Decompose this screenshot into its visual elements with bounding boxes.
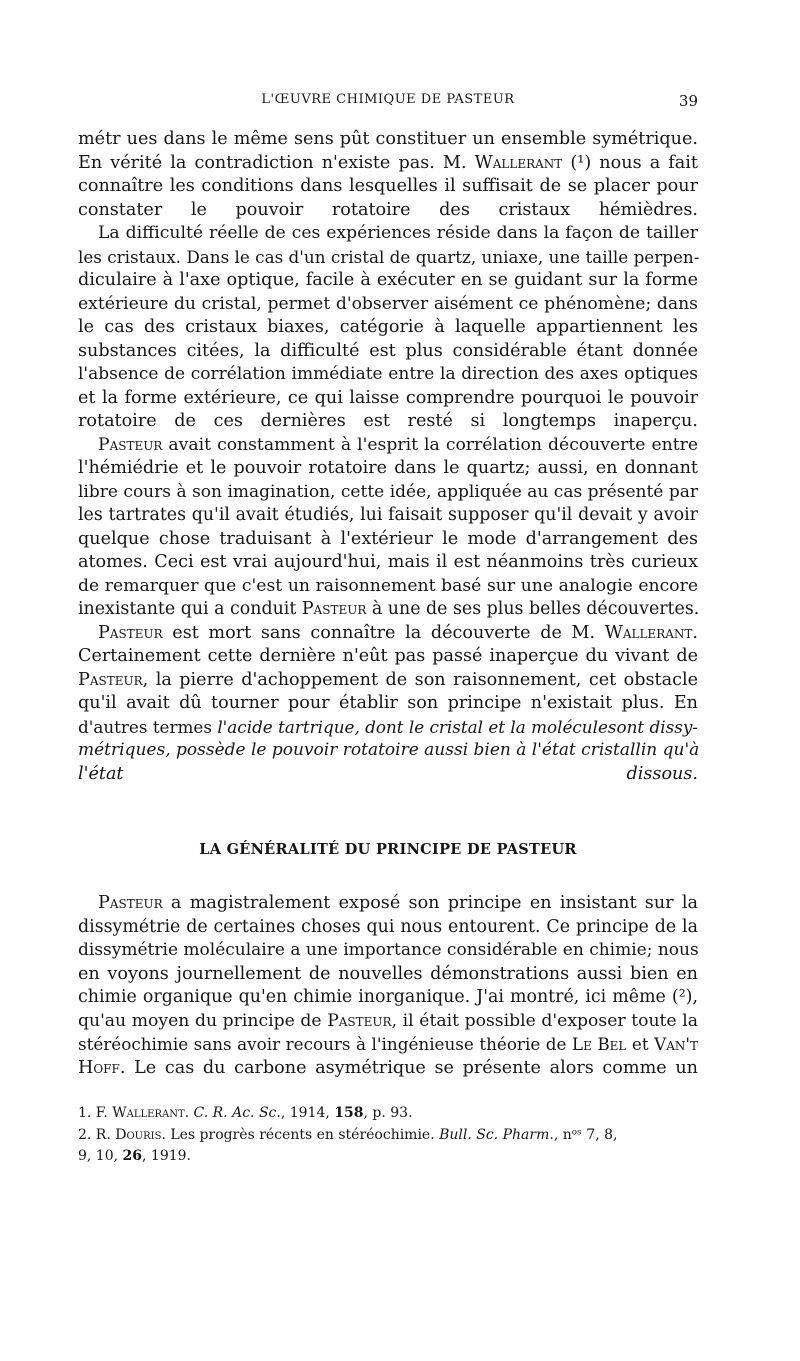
author-name: Le Bel	[571, 1034, 627, 1054]
author-name: Pasteur	[327, 1010, 392, 1031]
paragraph	[78, 892, 698, 1080]
author-name: Pasteur	[78, 669, 143, 690]
journal-title: Bull. Sc. Pharm.	[439, 1126, 554, 1143]
text-line: La difficulté réelle de ces expériences réside dans la façon de tailler	[98, 223, 698, 243]
text-run: , p. 93.	[363, 1105, 413, 1121]
text-run: avait constamment à l'esprit la corrélation découverte entre	[162, 434, 698, 455]
text-run: à une de ses plus belles découvertes.	[366, 599, 700, 619]
text-run: qu'au moyen du principe de	[78, 1010, 328, 1031]
text-line	[78, 1010, 698, 1034]
footnotes	[78, 1103, 698, 1168]
text-line	[78, 669, 698, 693]
text-line	[78, 1033, 698, 1057]
author-name: Wallerant	[604, 622, 693, 643]
paragraph	[78, 128, 698, 222]
body-text-bottom	[78, 892, 698, 1080]
text-line: connaître les conditions dans lesquelles il suffisait de se placer pour	[78, 176, 698, 196]
text-line: et la forme extérieure, ce qui laisse comprendre pourquoi le pouvoir	[78, 387, 698, 408]
text-run: . Les progrès récents en stéréochimie.	[161, 1126, 440, 1143]
text-line: chimie organique qu'en chimie inorganique. J'ai montré, ici même (²),	[78, 987, 698, 1007]
text-line: le cas des cristaux biaxes, catégorie à laquelle appartiennent les	[78, 317, 698, 337]
italic-run: l'acide tartrique, dont le cristal et la moléculesont dissy-	[217, 716, 698, 737]
text-line: qu'il avait dû tourner pour établir son principe n'existait plus. En	[78, 693, 698, 713]
text-run: est mort sans connaître la découverte de M.	[162, 622, 605, 643]
text-run: , 1914,	[280, 1105, 335, 1121]
text-run: (¹) nous a fait	[562, 152, 698, 173]
text-line: en voyons journellement de nouvelles démonstrations aussi bien en	[78, 963, 698, 984]
text-line	[78, 763, 698, 787]
paragraph	[78, 222, 698, 434]
text-run: et	[626, 1034, 655, 1054]
running-head	[78, 92, 698, 116]
text-line: les cristaux. Dans le cas d'un cristal de quartz, uniaxe, une taille perpen-	[78, 246, 700, 267]
text-line	[78, 434, 698, 458]
text-line: atomes. Ceci est vrai aujourd'hui, mais il est néanmoins très curieux	[78, 552, 698, 572]
author-name: Van't	[654, 1034, 698, 1054]
author-name: Pasteur	[98, 622, 163, 643]
text-run: a magistralement exposé son principe en insistant sur la	[162, 893, 698, 913]
text-line: substances citées, la difficulté est plus considérable étant donnée	[78, 340, 698, 361]
text-run: .	[692, 622, 698, 643]
footnote-1	[78, 1103, 698, 1125]
text-line: libre cours à son imagination, cette idée, appliquée au cas présenté par	[78, 481, 698, 502]
text-line	[78, 739, 698, 763]
page-number: 39	[678, 92, 698, 110]
italic-run: métriques, possède le pouvoir rotatoire aussi bien à l'état cristallin qu'à	[78, 740, 700, 760]
text-line: rotatoire de ces dernières est resté si longtemps inaperçu.	[78, 411, 698, 431]
text-run: , 1919.	[142, 1148, 191, 1164]
text-line: quelque chose traduisant à l'extérieur le mode d'arrangement des	[78, 528, 698, 549]
text-run: 1. F.	[78, 1105, 113, 1121]
text-line	[78, 716, 698, 740]
text-line: métr ues dans le même sens pût constituer un ensemble symétrique.	[78, 129, 698, 149]
author-name: Wallerant	[112, 1105, 185, 1121]
text-run: inexistante qui a conduit	[78, 599, 302, 619]
volume-number: 158	[334, 1105, 364, 1121]
running-title: L'ŒUVRE CHIMIQUE DE PASTEUR	[261, 92, 515, 107]
author-name: Pasteur	[301, 599, 367, 619]
text-line: dissymétrie moléculaire a une importance considérable en chimie; nous	[78, 940, 699, 960]
author-name: Pasteur	[98, 434, 163, 455]
text-run: , la pierre d'achoppement de son raisonnement, cet obstacle	[142, 669, 698, 690]
text-line	[78, 892, 698, 916]
paragraph	[78, 434, 698, 622]
footnote-2	[78, 1125, 698, 1147]
text-run: , il était possible d'exposer toute la	[391, 1010, 698, 1031]
section-heading: LA GÉNÉRALITÉ DU PRINCIPE DE PASTEUR	[199, 841, 577, 858]
text-run: .	[184, 1105, 194, 1121]
text-line	[78, 1057, 698, 1081]
text-line	[78, 622, 698, 646]
body-text-top	[78, 128, 698, 786]
text-run: d'autres termes	[78, 716, 218, 737]
text-line: extérieure du cristal, permet d'observer aisément ce phénomène; dans	[78, 293, 698, 314]
text-line: de remarquer que c'est un raisonnement basé sur une analogie encore	[78, 575, 698, 596]
author-name: Pasteur	[98, 893, 163, 913]
text-line: dissymétrie de certaines choses qui nous entourent. Ce principe de la	[78, 916, 698, 937]
text-line: constater le pouvoir rotatoire des cristaux hémièdres.	[78, 199, 698, 220]
text-run: . Le cas du carbone asymétrique se présente alors comme un	[119, 1057, 698, 1078]
text-run: 9, 10,	[78, 1148, 123, 1164]
paragraph	[78, 622, 698, 787]
text-line: diculaire à l'axe optique, facile à exécuter en se guidant sur la forme	[78, 270, 698, 290]
text-line	[78, 598, 698, 622]
text-run: , nᵒˢ 7, 8,	[553, 1126, 618, 1143]
text-run: 2. R.	[78, 1126, 116, 1143]
italic-run: l'état dissous.	[78, 763, 698, 784]
text-line: l'absence de corrélation immédiate entre la direction des axes optiques	[78, 364, 698, 384]
text-run: stéréochimie sans avoir recours à l'ingénieuse théorie de	[78, 1034, 572, 1054]
author-name: Douris	[115, 1126, 162, 1143]
volume-number: 26	[122, 1148, 143, 1164]
footnote-2-continued	[78, 1146, 698, 1168]
author-name: Wallerant	[474, 152, 563, 173]
text-line: l'hémiédrie et le pouvoir rotatoire dans le quartz; aussi, en donnant	[78, 458, 698, 478]
text-line	[78, 152, 698, 176]
text-line: Certainement cette dernière n'eût pas passé inaperçue du vivant de	[78, 646, 698, 666]
text-run: En vérité la contradiction n'existe pas. M.	[78, 152, 475, 173]
journal-title: C. R. Ac. Sc.	[193, 1105, 281, 1121]
text-line: les tartrates qu'il avait étudiés, lui faisait supposer qu'il devait y avoir	[78, 505, 698, 525]
author-name: Hoff	[78, 1057, 120, 1078]
